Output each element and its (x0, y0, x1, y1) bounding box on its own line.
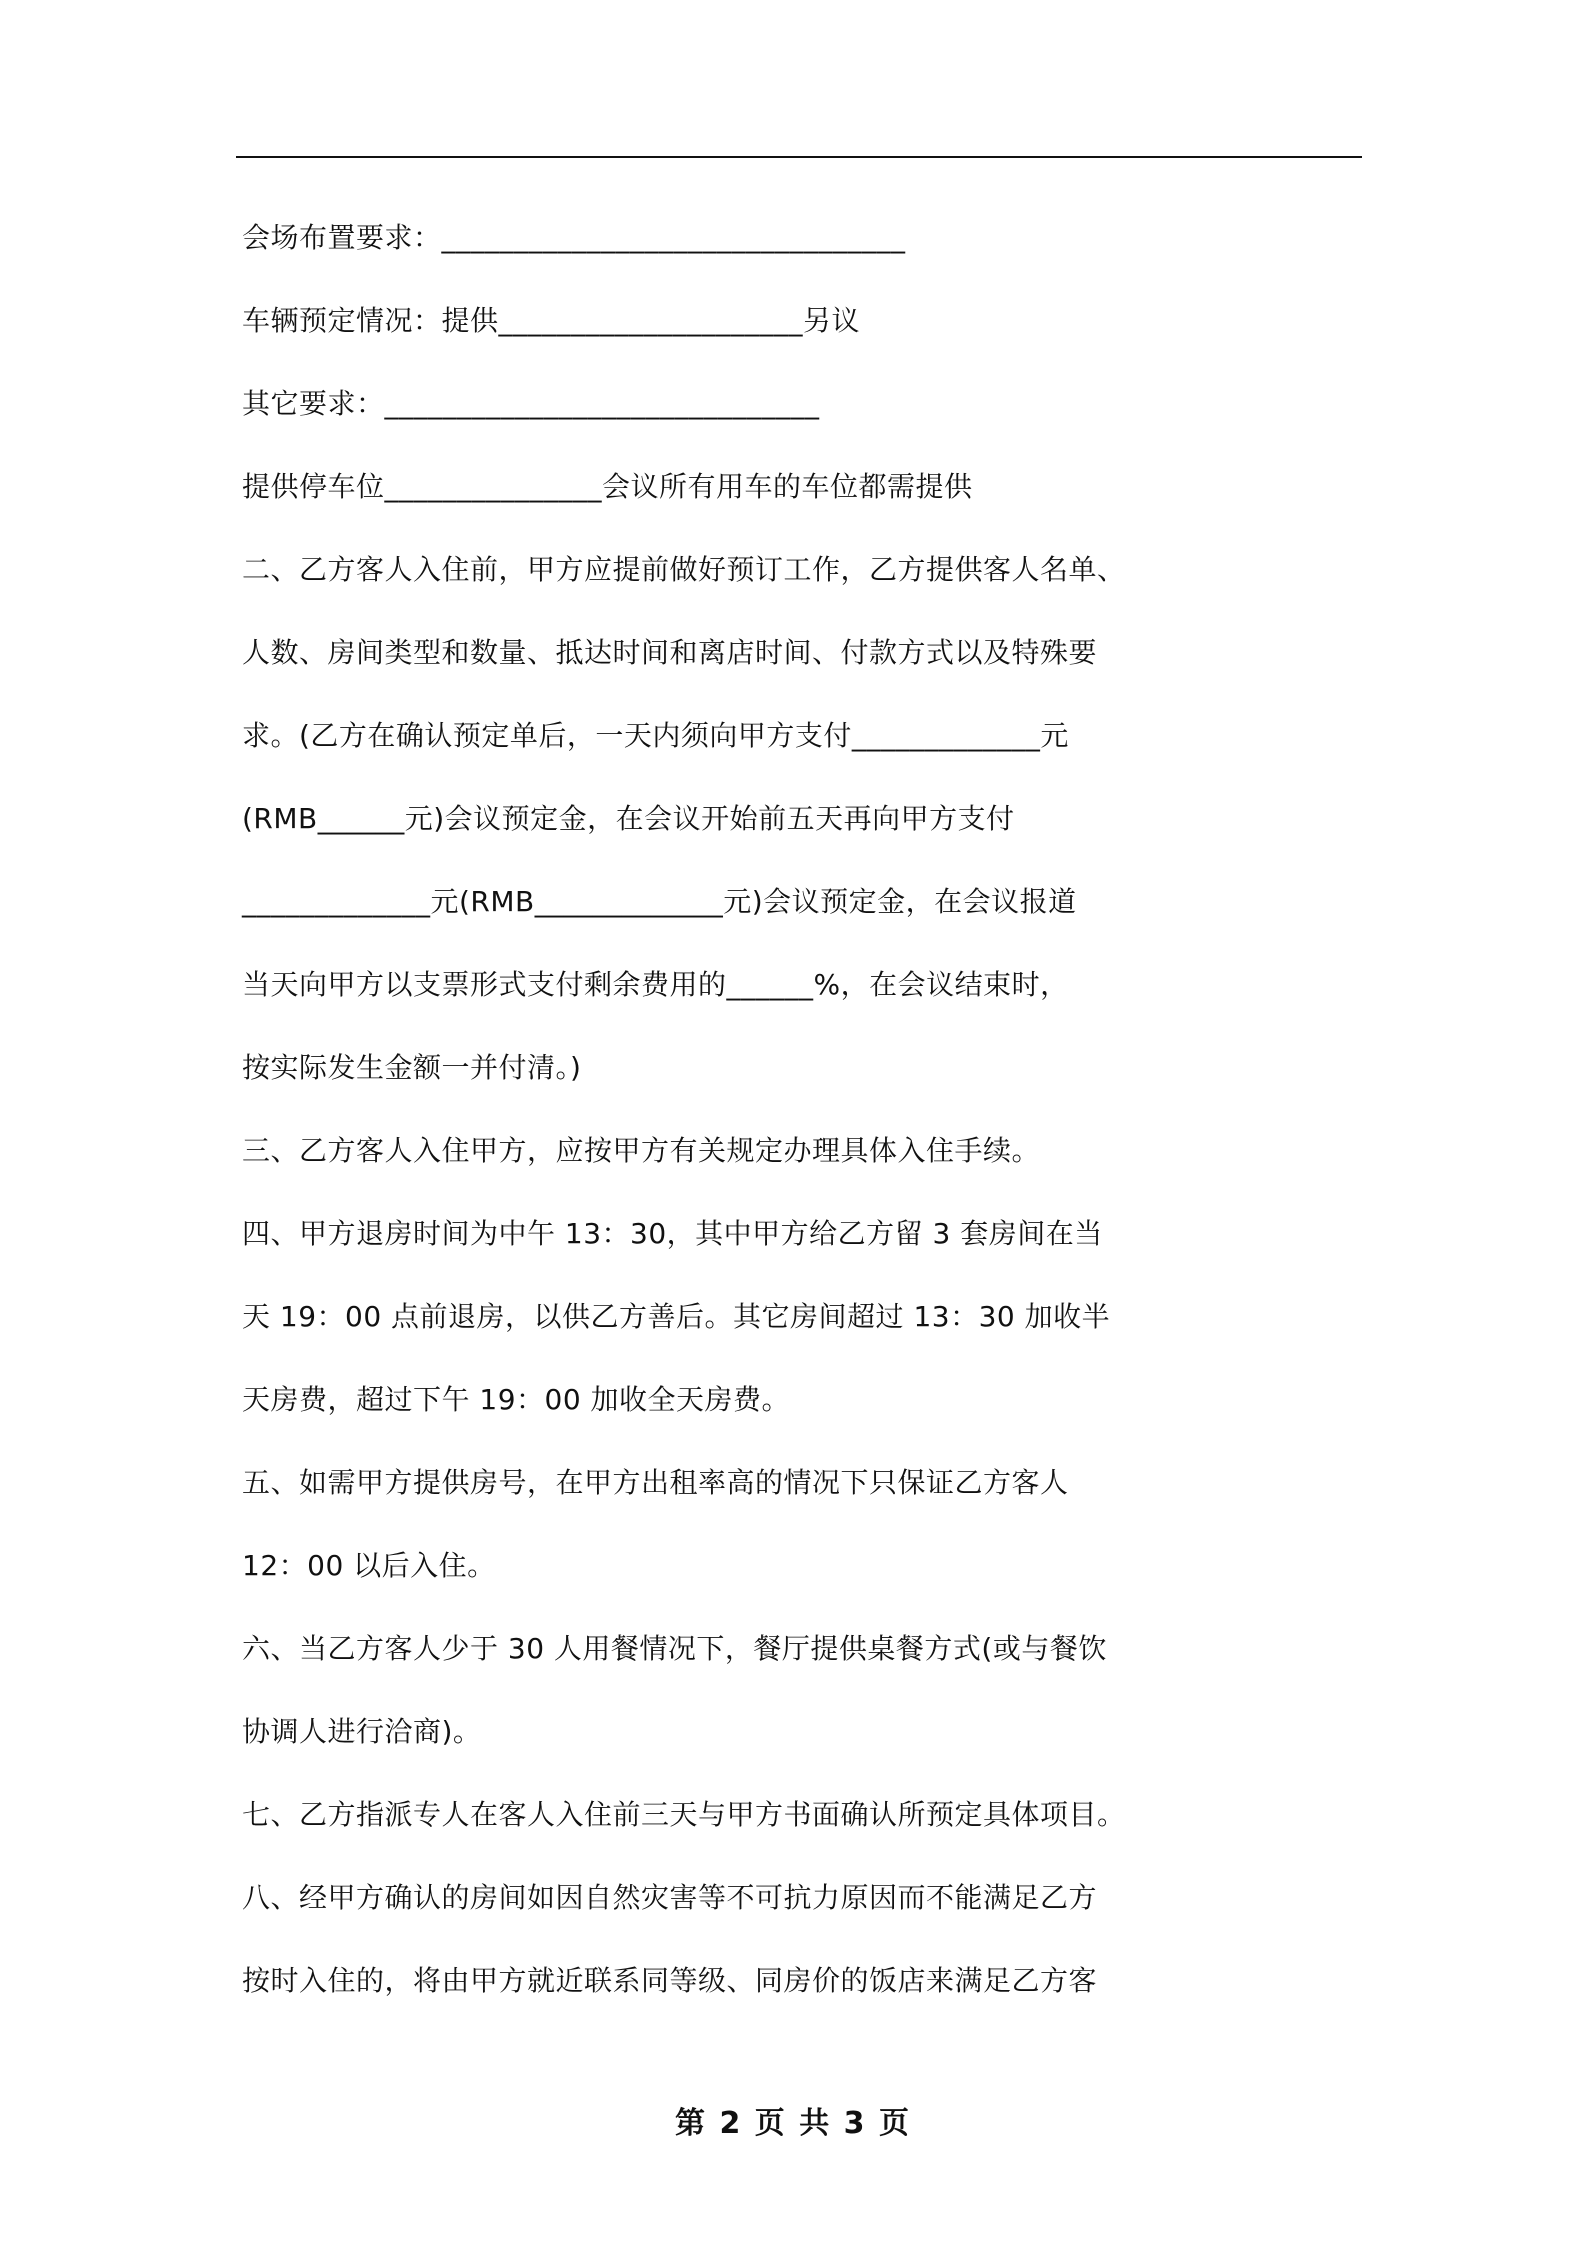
text-line: 五、如需甲方提供房号，在甲方出租率高的情况下只保证乙方客人 (242, 1466, 1069, 1499)
header-rule (236, 156, 1362, 158)
text-line: 12：00 以后入住。 (242, 1549, 496, 1582)
text-line: 四、甲方退房时间为中午 13：30，其中甲方给乙方留 3 套房间在当 (242, 1217, 1103, 1250)
text-line: 二、乙方客人入住前，甲方应提前做好预订工作，乙方提供客人名单、 (242, 553, 1126, 586)
document-body (242, 196, 1382, 2022)
text-line: _____________元(RMB_____________元)会议预定金，在会议报道 (242, 885, 1077, 918)
text-line: 八、经甲方确认的房间如因自然灾害等不可抗力原因而不能满足乙方 (242, 1881, 1098, 1914)
text-line: 其它要求：______________________________ (242, 387, 820, 420)
text-line: 天 19：00 点前退房，以供乙方善后。其它房间超过 13：30 加收半 (242, 1300, 1111, 1333)
text-line: (RMB______元)会议预定金，在会议开始前五天再向甲方支付 (242, 802, 1015, 835)
text-line: 三、乙方客人入住甲方，应按甲方有关规定办理具体入住手续。 (242, 1134, 1041, 1167)
text-line: 按实际发生金额一并付清。) (242, 1051, 582, 1084)
page-number: 第 2 页 共 3 页 (675, 2106, 911, 2141)
text-line: 求。(乙方在确认预定单后，一天内须向甲方支付_____________元 (242, 719, 1069, 752)
text-line: 天房费，超过下午 19：00 加收全天房费。 (242, 1383, 791, 1416)
text-line: 按时入住的，将由甲方就近联系同等级、同房价的饭店来满足乙方客 (242, 1964, 1098, 1997)
text-line: 当天向甲方以支票形式支付剩余费用的______%，在会议结束时， (242, 968, 1069, 1001)
text-line: 六、当乙方客人少于 30 人用餐情况下，餐厅提供桌餐方式(或与餐饮 (242, 1632, 1107, 1665)
text-line: 车辆预定情况：提供_____________________另议 (242, 304, 861, 337)
text-line: 协调人进行洽商)。 (242, 1715, 482, 1748)
text-line: 会场布置要求：________________________________ (242, 221, 906, 254)
text-line: 七、乙方指派专人在客人入住前三天与甲方书面确认所预定具体项目。 (242, 1798, 1126, 1831)
text-line: 人数、房间类型和数量、抵达时间和离店时间、付款方式以及特殊要 (242, 636, 1098, 669)
text-line: 提供停车位_______________会议所有用车的车位都需提供 (242, 470, 973, 503)
